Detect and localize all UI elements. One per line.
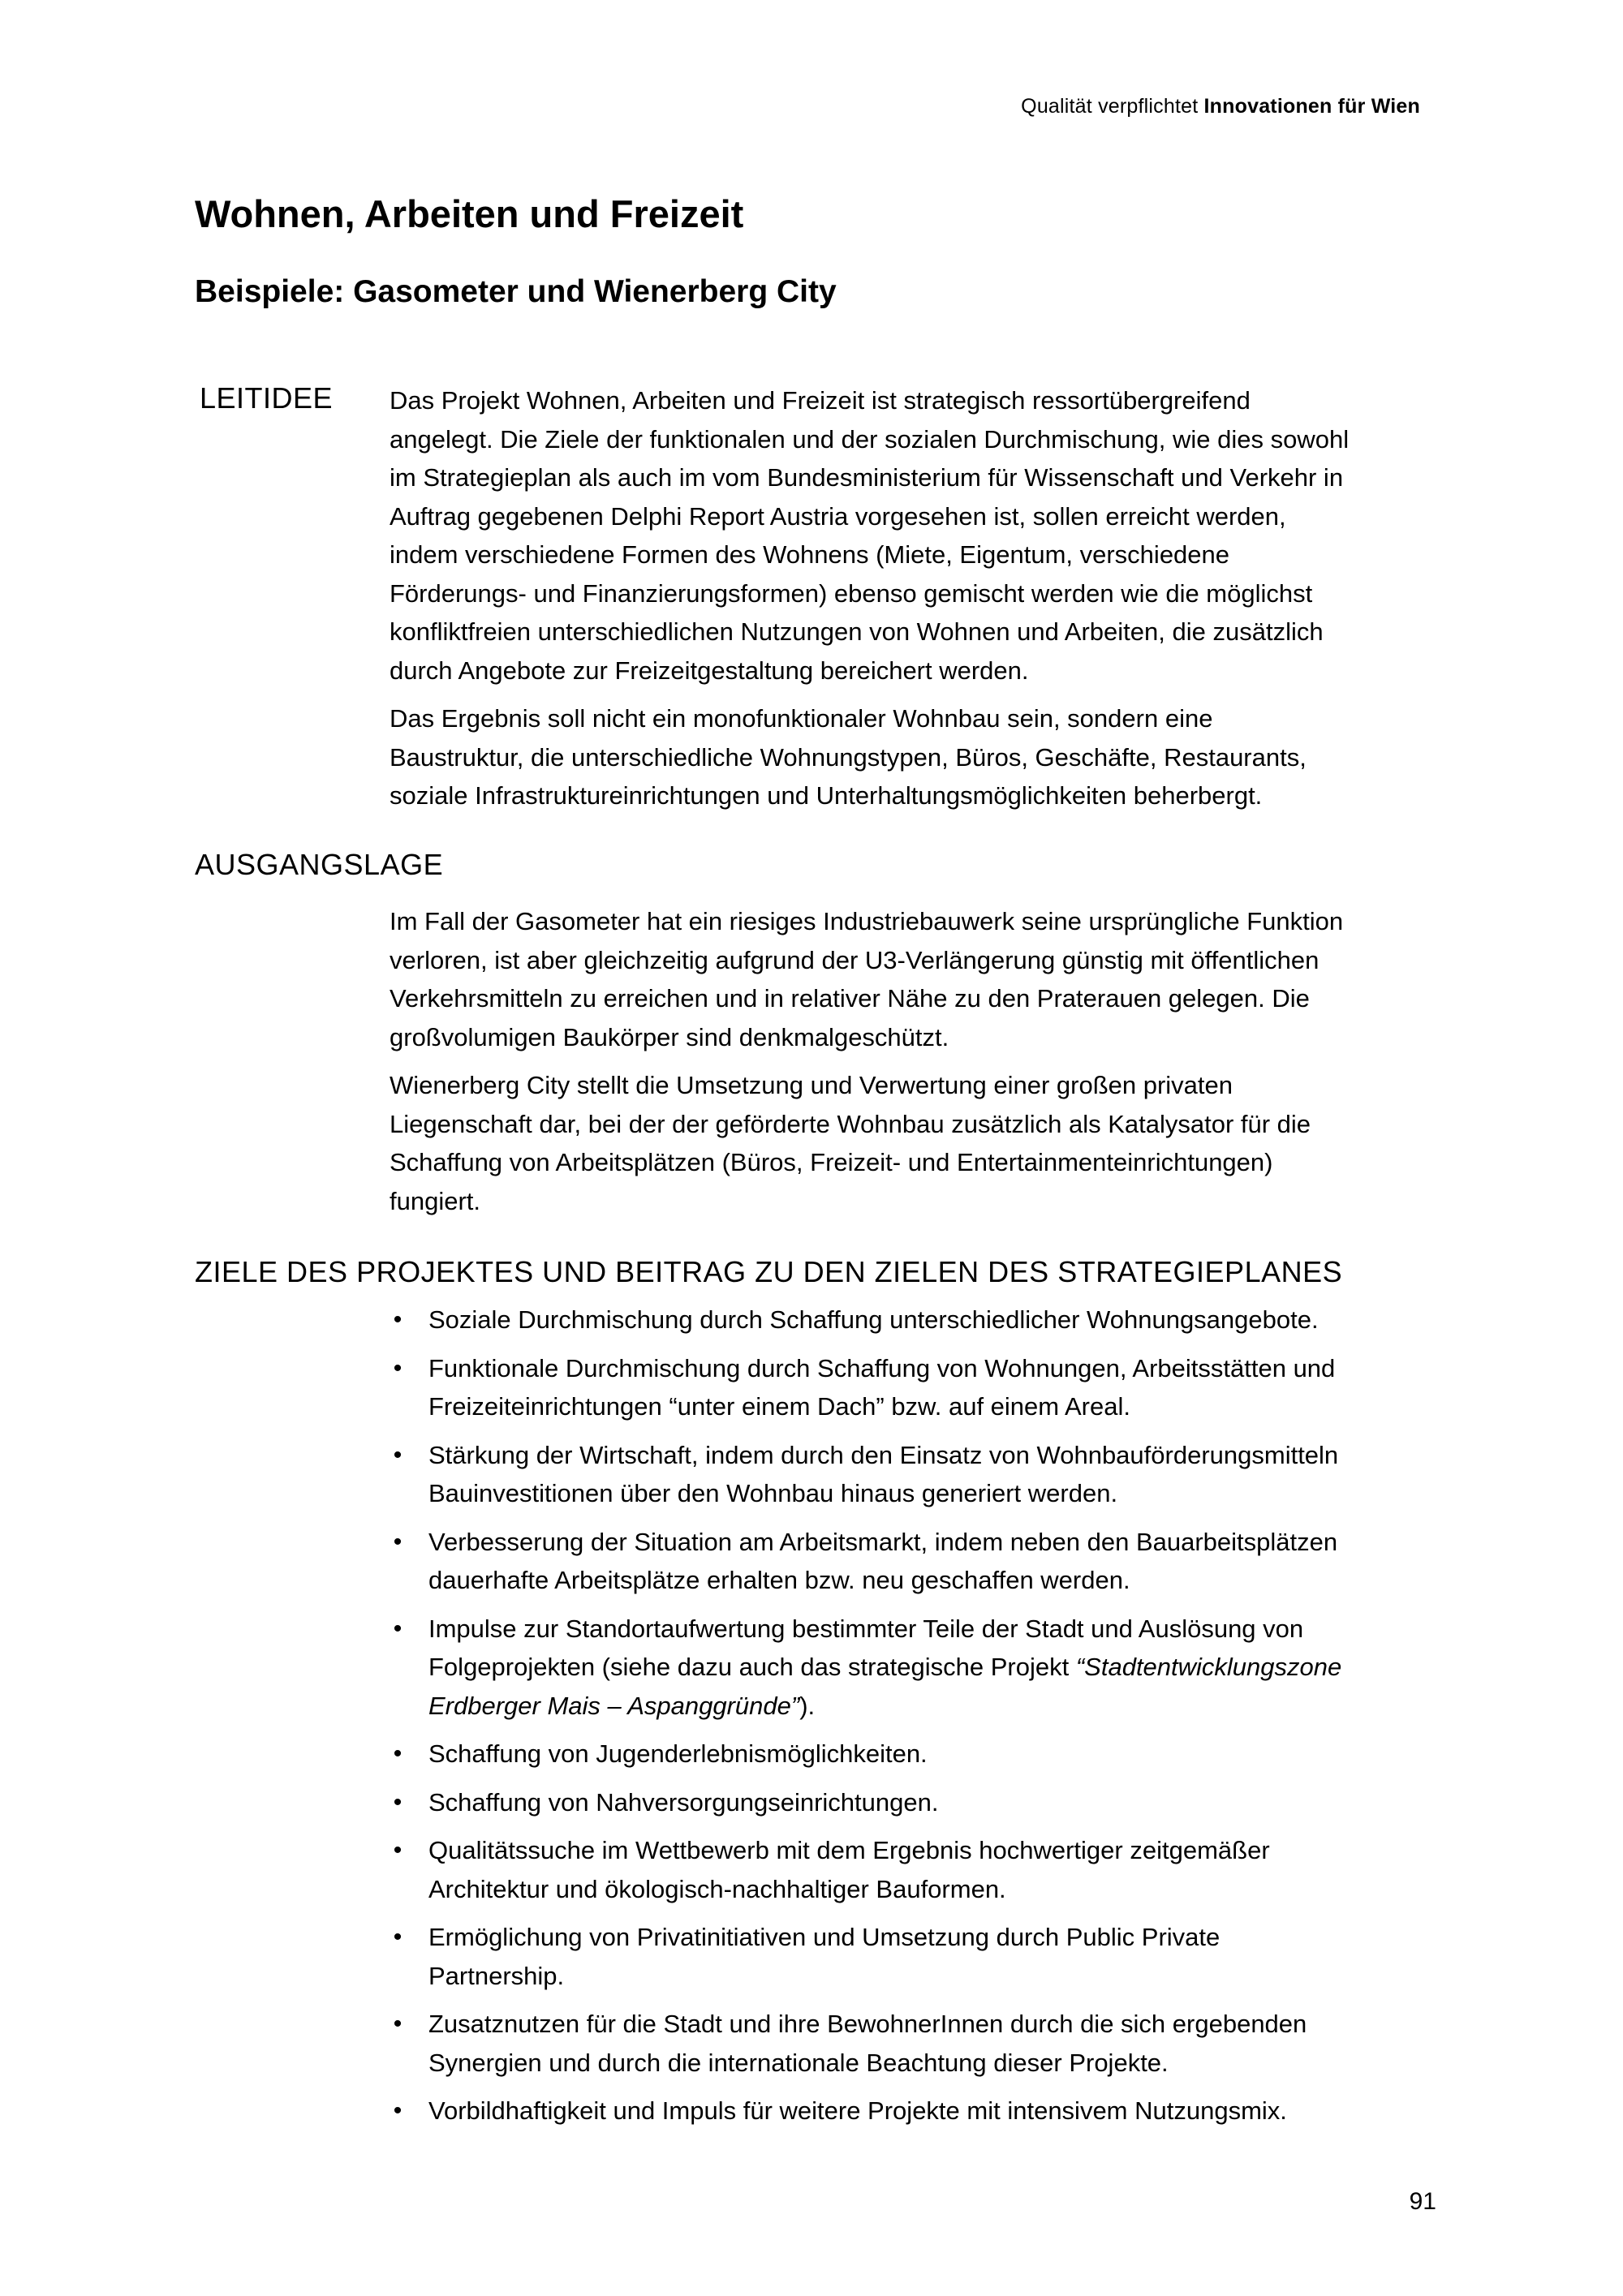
list-item: • Vorbildhaftigkeit und Impuls für weitere Projekte mit intensivem Nutzungsmix. [393,2096,1287,2125]
section-label-ziele: ZIELE DES PROJEKTES UND BEITRAG ZU DEN ZIELEN DES STRATEGIEPLANES [195,1255,1343,1288]
list-item: • Schaffung von Jugenderlebnismöglichkeiten. [393,1739,928,1768]
list-item: • Verbesserung der Situation am Arbeitsmarkt, indem neben den Bauarbeitsplätzen dauerhafte Arbeitsplätze erhalten bzw. neu geschaffen werden. [393,1527,1338,1594]
list-item: • Stärkung der Wirtschaft, indem durch den Einsatz von Wohnbauförderungsmitteln Bauinvestitionen über den Wohnbau hinaus generiert werden. [393,1440,1339,1507]
section-label-ausgangslage: AUSGANGSLAGE [195,848,444,881]
goals-list [390,1301,1444,2140]
header-title: Innovationen für Wien [1203,95,1420,118]
leitidee-text [390,381,1444,825]
paragraph: Wienerberg City stellt die Umsetzung und Verwertung einer großen privaten Liegenschaft dar, bei der der geförderte Wohnbau zusätzlich als Katalysator für die Schaffung von Arbeitsplätzen (Büros, Freizeit- und Entertainmenteinrichtungen) fungiert. [390,1071,1311,1215]
page-title: Wohnen, Arbeiten und Freizeit [195,192,744,235]
page-number: 91 [1409,2188,1436,2215]
paragraph: Das Ergebnis soll nicht ein monofunktionaler Wohnbau sein, sondern eine Baustruktur, die unterschiedliche Wohnungstypen, Büros, Geschäfte, Restaurants, soziale Infrastruktureinrichtungen und Unterhaltungsmöglichkeiten beherbergt. [390,704,1307,810]
section-label-leitidee: LEITIDEE [200,381,334,415]
running-header [1021,95,1420,118]
list-item: • Funktionale Durchmischung durch Schaffung von Wohnungen, Arbeitsstätten und Freizeiteinrichtungen “unter einem Dach” bzw. auf einem Areal. [393,1353,1336,1421]
list-item: • Soziale Durchmischung durch Schaffung unterschiedlicher Wohnungsangebote. [393,1305,1319,1334]
header-prefix: Qualität verpflichtet [1021,95,1199,118]
list-item: • Ermöglichung von Privatinitiativen und Umsetzung durch Public Private Partnership. [393,1923,1220,1990]
list-item: • Zusatznutzen für die Stadt und ihre BewohnerInnen durch die sich ergebenden Synergien und durch die internationale Beachtung dieser Projekte. [393,2010,1307,2077]
list-item: • Qualitätssuche im Wettbewerb mit dem Ergebnis hochwertiger zeitgemäßer Architektur und ökologisch-nachhaltiger Bauformen. [393,1836,1270,1903]
list-item: • Impulse zur Standortaufwertung bestimmter Teile der Stadt und Auslösung von Folgeprojekten (siehe dazu auch das strategische Projekt “Stadtentwicklungszone Erdberger Mais – Aspanggründe”). [393,1614,1342,1720]
list-item: • Schaffung von Nahversorgungseinrichtungen. [393,1787,939,1817]
paragraph: Im Fall der Gasometer hat ein riesiges Industriebauwerk seine ursprüngliche Funktion verloren, ist aber gleichzeitig aufgrund der U3-Verlängerung günstig mit öffentlichen Verkehrsmitteln zu erreichen und in relativer Nähe zu den Praterauen gelegen. Die großvolumigen Baukörper sind denkmalgeschützt. [390,907,1344,1051]
paragraph: Das Projekt Wohnen, Arbeiten und Freizeit ist strategisch ressortübergreifend angelegt. Die Ziele der funktionalen und der sozialen Durchmischung, wie dies sowohl im Strategieplan als auch im vom Bundesministerium für Wissenschaft und Verkehr in Auftrag gegebenen Delphi Report Austria vorgesehen ist, sollen erreicht werden, indem verschiedene Formen des Wohnens (Miete, Eigentum, verschiedene Förderungs- und Finanzierungsformen) ebenso gemischt werden wie die möglichst konfliktfreien unterschiedlichen Nutzungen von Wohnen und Arbeiten, die zusätzlich durch Angebote zur Freizeitgestaltung bereichert werden. [390,386,1350,685]
page-subtitle: Beispiele: Gasometer und Wienerberg City [195,274,837,309]
ausgangslage-text [390,902,1444,1230]
